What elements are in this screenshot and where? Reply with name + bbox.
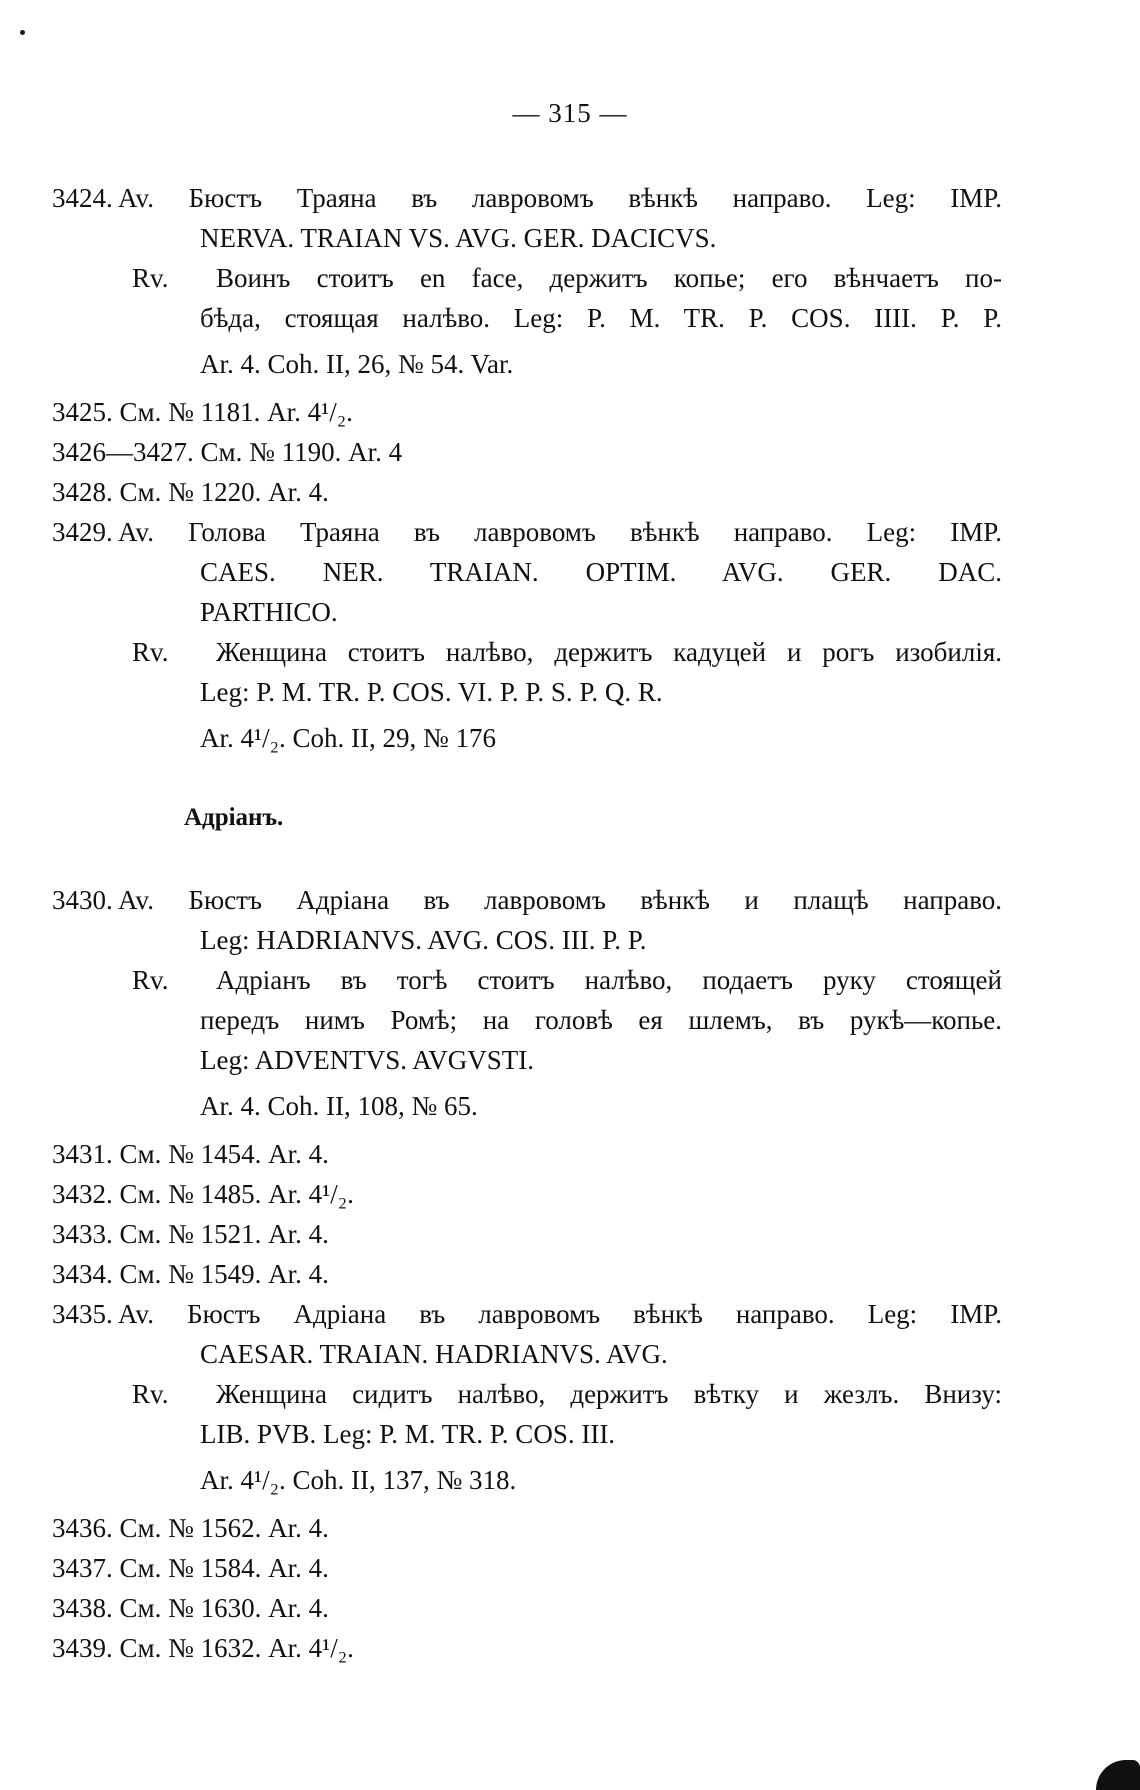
short-entries-group-3 — [52, 1508, 1002, 1668]
entry-3430-rv-line2: передъ нимъ Ромѣ; на головѣ ея шлемъ, въ рукѣ—копье. — [200, 1005, 1002, 1035]
entry-3435-av-line2: CAESAR. TRAIAN. HADRIANVS. AVG. — [200, 1339, 668, 1369]
list-item: 3432. См. № 1485. Ar. 4¹/₂. — [52, 1179, 354, 1209]
entry-3429-reference: Ar. 4¹/₂. Coh. II, 29, № 176 — [200, 723, 497, 753]
entry-3424-av-line2: NERVA. TRAIAN VS. AVG. GER. DACICVS. — [200, 223, 717, 253]
list-item: 3426—3427. См. № 1190. Ar. 4 — [52, 437, 403, 467]
entry-3430-reference: Ar. 4. Coh. II, 108, № 65. — [200, 1091, 478, 1121]
entry-label: 3435. Av. — [52, 1299, 155, 1329]
entry-3429-rv-line1 — [52, 632, 1002, 672]
short-entries-group-2 — [52, 1134, 1002, 1294]
section-title: Адріанъ. — [184, 804, 284, 831]
list-item: 3425. См. № 1181. Ar. 4¹/₂. — [52, 397, 353, 427]
rv-label: Rv. — [132, 637, 169, 667]
entry-3429-av-line3: PARTHICO. — [200, 597, 338, 627]
rv-label: Rv. — [132, 965, 169, 995]
list-item: 3428. См. № 1220. Ar. 4. — [52, 477, 329, 507]
list-item: 3431. См. № 1454. Ar. 4. — [52, 1139, 329, 1169]
rv-text: Женщина сидитъ налѣво, держитъ вѣтку и жезлъ. Внизу: — [216, 1379, 1002, 1409]
entry-3424-reference: Ar. 4. Coh. II, 26, № 54. Var. — [200, 349, 514, 379]
list-item: 3438. См. № 1630. Ar. 4. — [52, 1593, 329, 1623]
list-item: 3434. См. № 1549. Ar. 4. — [52, 1259, 329, 1289]
page-number: — 315 — — [512, 98, 628, 128]
entry-3430-rv-line1 — [52, 960, 1002, 1000]
entry-3430-rv-line3: Leg: ADVENTVS. AVGVSTI. — [200, 1045, 535, 1075]
entry-3435-av-line1 — [52, 1294, 1002, 1334]
ink-blot — [1096, 1760, 1140, 1790]
entry-3424-av-line1 — [52, 178, 1002, 218]
list-item: 3437. См. № 1584. Ar. 4. — [52, 1553, 329, 1583]
av-text: Бюстъ Адріана въ лавровомъ вѣнкѣ и плащѣ направо. — [188, 885, 1003, 915]
rv-text: Адріанъ въ тогѣ стоитъ налѣво, подаетъ руку стоящей — [216, 965, 1002, 995]
rv-text: Женщина стоитъ налѣво, держитъ кадуцей и рогъ изобилія. — [216, 637, 1002, 667]
entry-3435-reference: Ar. 4¹/₂. Coh. II, 137, № 318. — [200, 1465, 517, 1495]
list-item: 3433. См. № 1521. Ar. 4. — [52, 1219, 329, 1249]
entry-3435 — [52, 1294, 1002, 1500]
entry-3429-av-line1 — [52, 512, 1002, 552]
list-item: 3439. См. № 1632. Ar. 4¹/₂. — [52, 1633, 354, 1663]
entry-3429-rv-line2: Leg: P. M. TR. P. COS. VI. P. P. S. P. Q. R. — [200, 677, 663, 707]
av-text: Голова Траяна въ лавровомъ вѣнкѣ направо. Leg: IMP. — [188, 517, 1003, 547]
entry-3430-av-line2: Leg: HADRIANVS. AVG. COS. III. P. P. — [200, 925, 647, 955]
entry-3429-av-line2: CAES. NER. TRAIAN. OPTIM. AVG. GER. DAC. — [200, 557, 1002, 587]
rv-label: Rv. — [132, 1379, 169, 1409]
entry-3430 — [52, 880, 1002, 1126]
speck-mark — [20, 30, 25, 35]
entry-3424 — [52, 178, 1002, 384]
entry-label: 3429. Av. — [52, 517, 155, 547]
entry-3435-rv-line1 — [52, 1374, 1002, 1414]
page-content — [52, 178, 1002, 1668]
rv-label: Rv. — [132, 263, 169, 293]
entry-3424-rv-line1 — [52, 258, 1002, 298]
entry-3430-av-line1 — [52, 880, 1002, 920]
entry-label: 3424. Av. — [52, 183, 155, 213]
rv-text: Воинъ стоитъ en face, держитъ копье; его вѣнчаетъ по- — [216, 263, 1002, 293]
list-item: 3436. См. № 1562. Ar. 4. — [52, 1513, 329, 1543]
entry-label: 3430. Av. — [52, 885, 155, 915]
av-text: Бюстъ Траяна въ лавровомъ вѣнкѣ направо. Leg: IMP. — [188, 183, 1002, 213]
av-text: Бюстъ Адріана въ лавровомъ вѣнкѣ направо. Leg: IMP. — [187, 1299, 1003, 1329]
entry-3424-rv-line2: бѣда, стоящая налѣво. Leg: P. M. TR. P. COS. IIII. P. P. — [200, 303, 1002, 333]
entry-3435-rv-line2: LIB. PVB. Leg: P. M. TR. P. COS. III. — [200, 1419, 616, 1449]
short-entries-group-1 — [52, 392, 1002, 512]
entry-3429 — [52, 512, 1002, 758]
